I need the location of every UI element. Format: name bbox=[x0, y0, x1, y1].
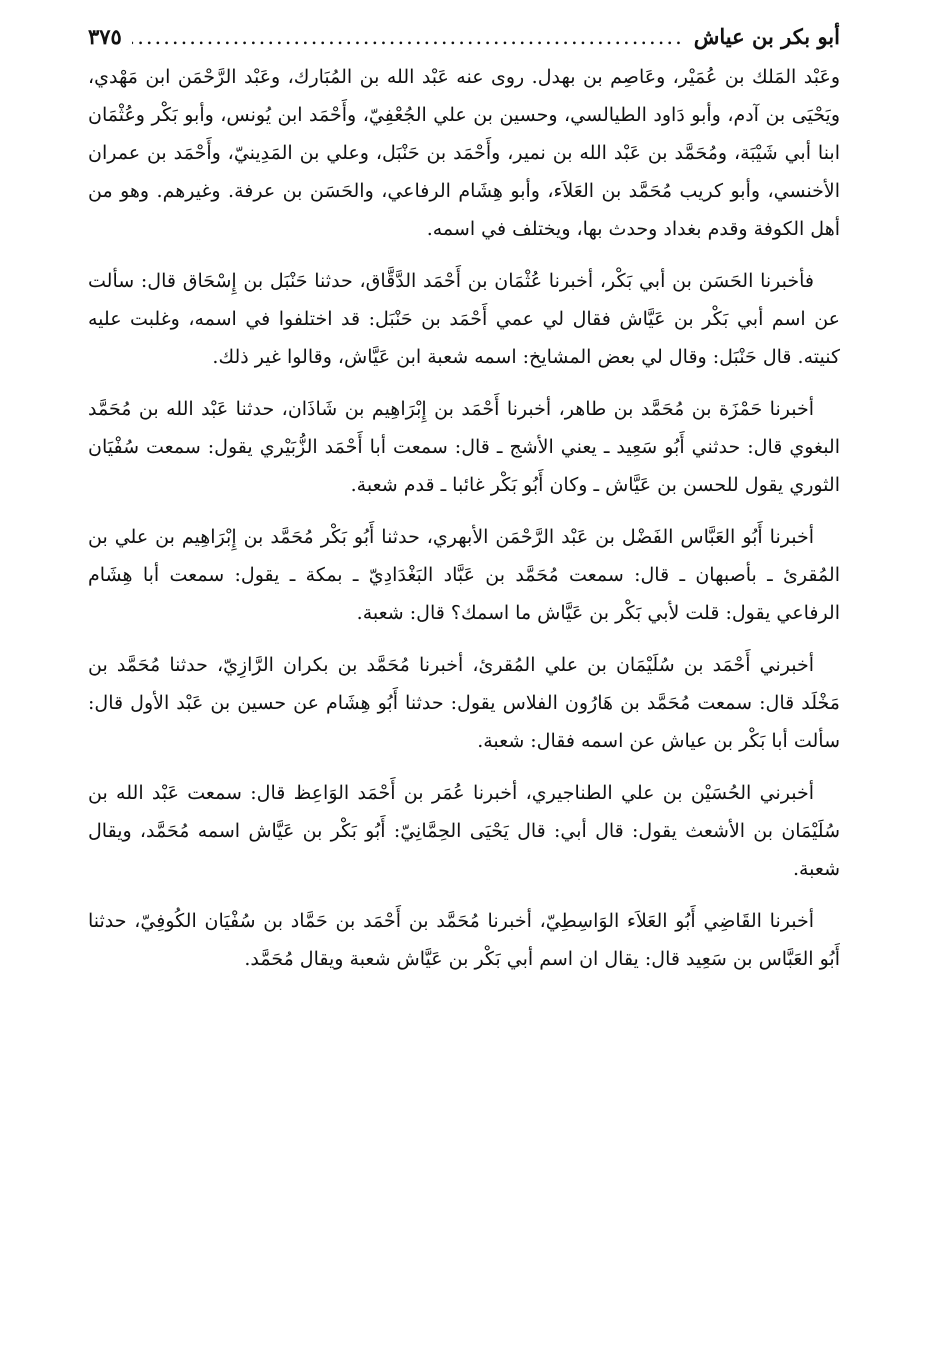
paragraph-abhari-report: أخبرنا أَبُو العَبَّاس الفَضْل بن عَبْد الرَّحْمَن الأبهري، حدثنا أَبُو بَكْر مُحَمَّد بن إِبْرَاهِيم بن علي بن المُقرئ ـ بأصبهان ـ قال: سمعت مُحَمَّد بن عَبَّاد البَغْدَادِيّ ـ بمكة ـ يقول: سمعت أبا هِشَام الرفاعي يقول: قلت لأبي بَكْر بن عَيَّاش ما اسمك؟ قال: شعبة. bbox=[88, 526, 840, 624]
paragraph-wasiti-report: أخبرنا القَاضِي أَبُو العَلاَء الوَاسِطِيّ، أخبرنا مُحَمَّد بن أَحْمَد بن حَمَّاد بن سُفْيَان الكُوفِيّ، حدثنا أَبُو العَبَّاس بن سَعِيد قال: يقال ان اسم أبي بَكْر بن عَيَّاش شعبة ويقال مُحَمَّد. bbox=[88, 910, 840, 970]
paragraph-muqri-report: أخبرني أَحْمَد بن سُلَيْمَان بن علي المُقرئ، أخبرنا مُحَمَّد بن بكران الرَّازِيّ، حدثنا مُحَمَّد بن مَخْلَد قال: سمعت مُحَمَّد بن هَارُون الفلاس يقول: حدثنا أَبُو هِشَام عن حسين بن عَبْد الأول قال: سألت أبا بَكْر بن عياش عن اسمه فقال: شعبة. bbox=[88, 654, 840, 752]
page-number: ٣٧٥ bbox=[88, 24, 122, 49]
dot-leader bbox=[132, 20, 684, 54]
chapter-title: أبو بكر بن عياش bbox=[693, 24, 840, 49]
book-page bbox=[88, 20, 840, 1350]
running-header bbox=[88, 20, 840, 54]
paragraph-hanbal-report: فأخبرنا الحَسَن بن أبي بَكْر، أخبرنا عُثْمَان بن أَحْمَد الدَّقَّاق، حدثنا حَنْبَل بن إِسْحَاق قال: سألت عن اسم أبي بَكْر بن عَيَّاش فقال لي عمي أَحْمَد بن حَنْبَل: قد اختلفوا في اسمه، وغلبت عليه كنيته. قال حَنْبَل: وقال لي بعض المشايخ: اسمه شعبة ابن عَيَّاش، وقالوا غير ذلك. bbox=[88, 270, 840, 368]
paragraph-hamza-report: أخبرنا حَمْزَة بن مُحَمَّد بن طاهر، أخبرنا أَحْمَد بن إِبْرَاهِيم بن شَاذَان، حدثنا عَبْد الله بن مُحَمَّد البغوي قال: حدثني أَبُو سَعِيد ـ يعني الأشج ـ قال: سمعت أبا أَحْمَد الزُّبَيْري يقول: سمعت سُفْيَان الثوري يقول للحسن بن عَيَّاش ـ وكان أَبُو بَكْر غائبا ـ قدم شعبة. bbox=[88, 398, 840, 496]
paragraph-narrators: وعَبْد المَلك بن عُمَيْر، وعَاصِم بن بهدل. روى عنه عَبْد الله بن المُبَارك، وعَبْد الرَّحْمَن ابن مَهْدي، ويَحْيَى بن آدم، وأبو دَاود الطيالسي، وحسين بن علي الجُعْفِيّ، وأَحْمَد ابن يُونس، وأبو بَكْر وعُثْمَان ابنا أبي شَيْبَة، ومُحَمَّد بن عَبْد الله بن نمير، وأَحْمَد بن حَنْبَل، وعلي بن المَدِينيّ، وأَحْمَد بن عمران الأخنسي، وأبو كريب مُحَمَّد بن العَلاَء، وأبو هِشَام الرفاعي، والحَسَن بن عرفة. وغيرهم. وهو من أهل الكوفة وقدم بغداد وحدث بها، ويختلف في اسمه. bbox=[88, 66, 840, 240]
paragraph-tanajiri-report: أخبرني الحُسَيْن بن علي الطناجيري، أخبرنا عُمَر بن أَحْمَد الوَاعِظ قال: سمعت عَبْد الله بن سُلَيْمَان بن الأشعث يقول: قال أبي: قال يَحْيَى الحِمَّانِيّ: أَبُو بَكْر بن عَيَّاش اسمه مُحَمَّد، ويقال شعبة. bbox=[88, 782, 840, 880]
